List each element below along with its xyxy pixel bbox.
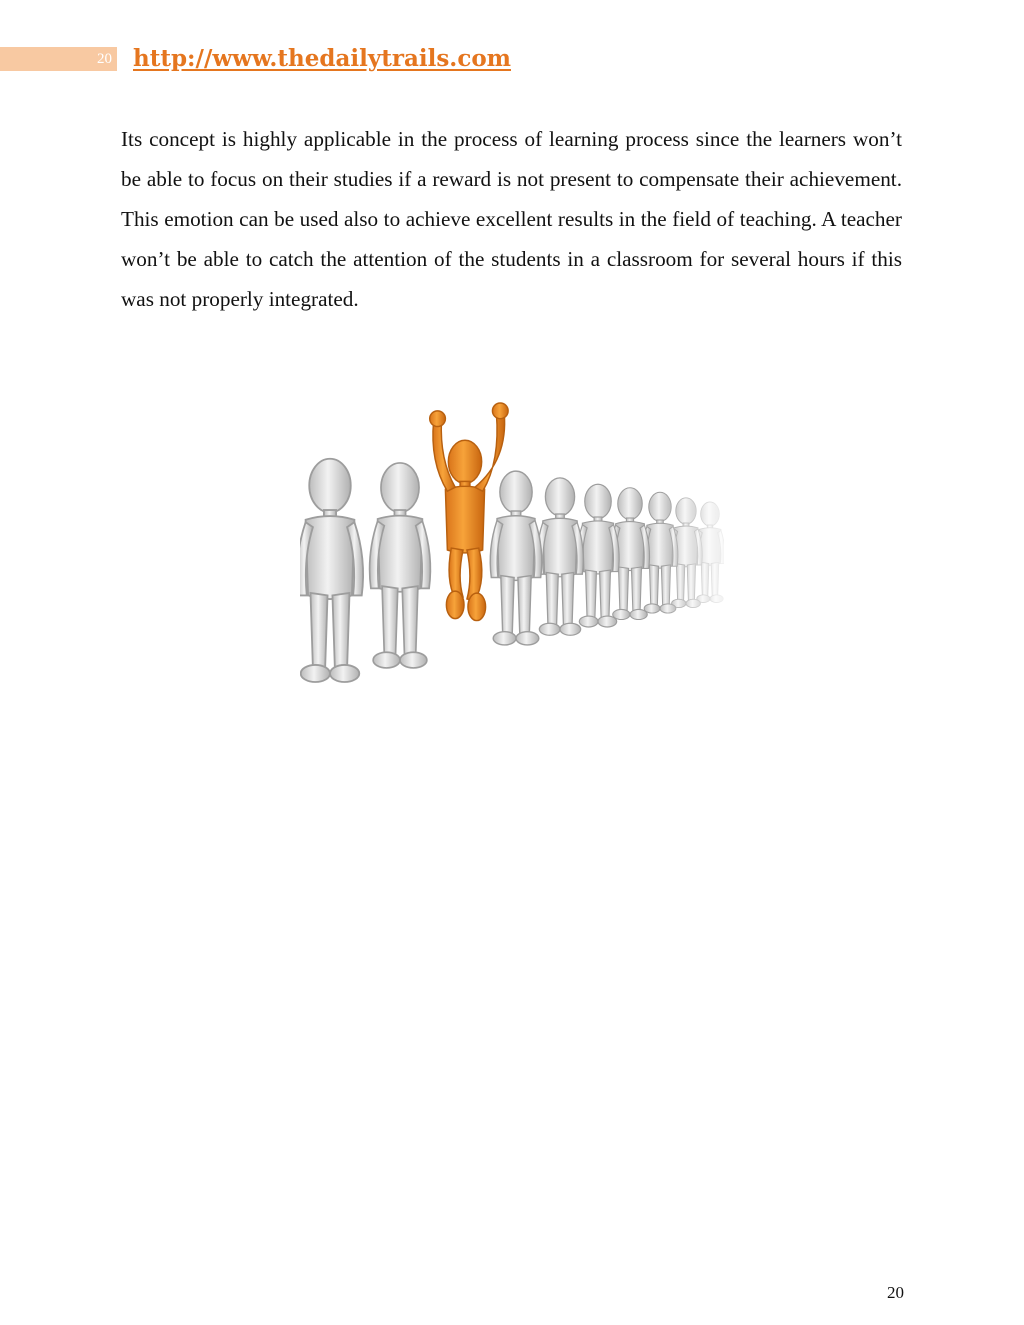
footer-page-number: 20 [887,1283,904,1302]
body-paragraph: Its concept is highly applicable in the process of learning process since the learners won’t be able to focus on their studies if a reward is not present to compensate their achievement. This emotion can be used also to achieve excellent results in the field of teaching. A teacher won’t be able to catch the attention of the students in a classroom for several hours if this was not properly integrated. [121,127,902,311]
illustration [300,400,724,692]
website-link[interactable]: http://www.thedailytrails.com [133,45,511,72]
celebrating-figure-in-crowd-icon [300,400,724,692]
header-page-number: 20 [97,51,112,67]
